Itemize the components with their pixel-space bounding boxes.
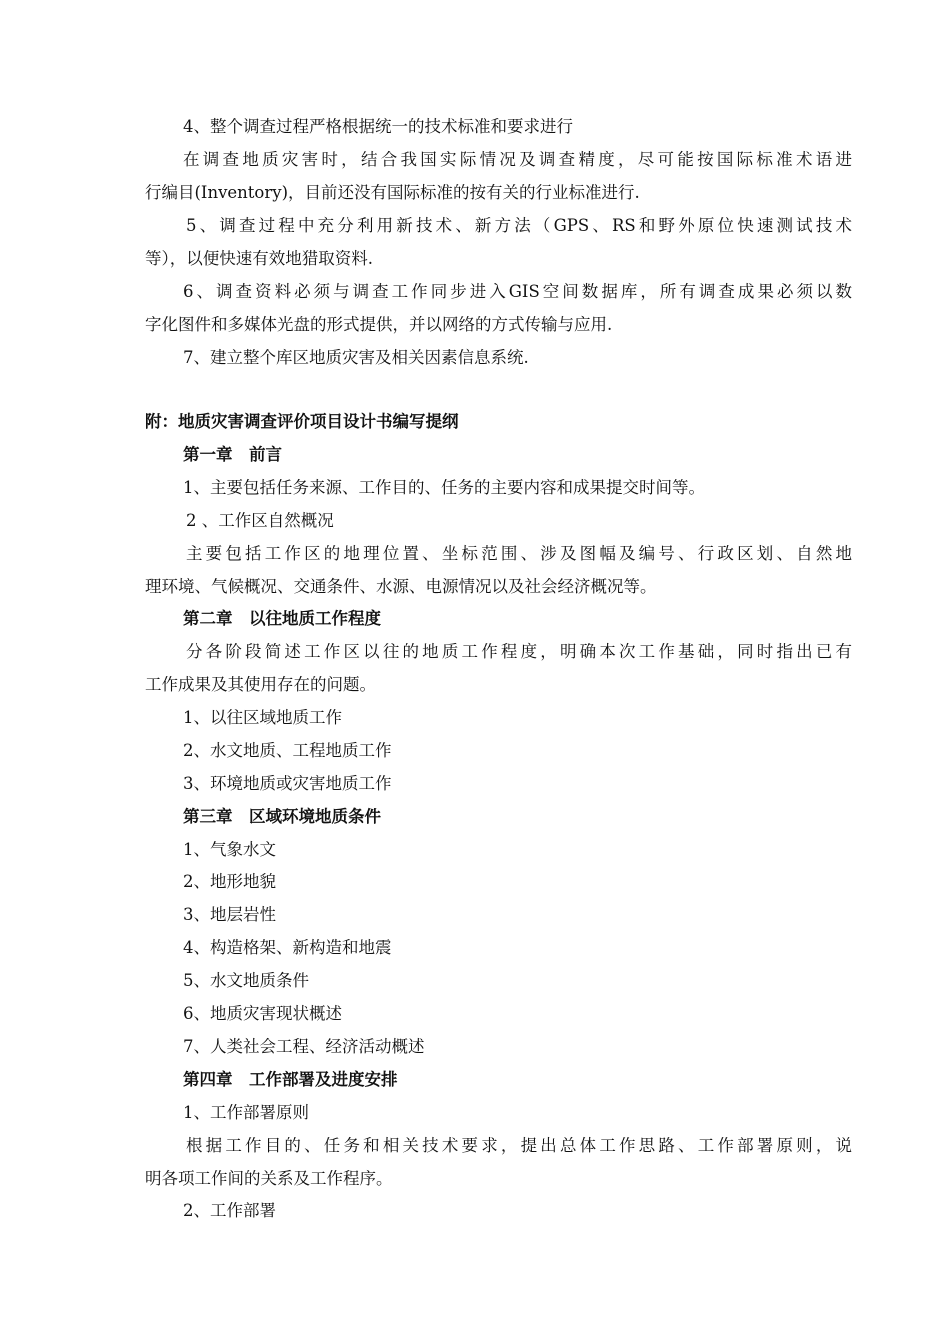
paragraph-line: 5、调查过程中充分利用新技术、新方法（GPS、RS和野外原位快速测试技术: [186, 216, 852, 235]
list-item: 2、水文地质、工程地质工作: [183, 741, 392, 760]
chapter-heading: 第二章 以往地质工作程度: [183, 609, 381, 628]
paragraph-line: 在调查地质灾害时，结合我国实际情况及调查精度，尽可能按国际标准术语进: [183, 150, 852, 169]
list-item: 3、环境地质或灾害地质工作: [183, 774, 392, 793]
list-item: 1、以往区域地质工作: [183, 708, 342, 727]
paragraph-line: 1、主要包括任务来源、工作目的、任务的主要内容和成果提交时间等。: [183, 478, 705, 497]
paragraph-line: 主要包括工作区的地理位置、坐标范围、涉及图幅及编号、行政区划、自然地: [186, 544, 852, 563]
paragraph-line: 行编目(Inventory)，目前还没有国际标准的按有关的行业标准进行.: [145, 183, 640, 202]
list-item: 1、工作部署原则: [183, 1103, 309, 1122]
appendix-title: 附：地质灾害调查评价项目设计书编写提纲: [145, 412, 459, 431]
list-item: 2、地形地貌: [183, 872, 276, 891]
paragraph-line: 工作成果及其使用存在的问题。: [145, 675, 376, 694]
chapter-heading: 第一章 前言: [183, 445, 282, 464]
paragraph-line: 6、调查资料必须与调查工作同步进入GIS空间数据库，所有调查成果必须以数: [183, 282, 852, 301]
paragraph-line: 字化图件和多媒体光盘的形式提供，并以网络的方式传输与应用.: [145, 315, 613, 334]
paragraph-line: 2 、工作区自然概况: [186, 511, 334, 530]
list-item: 5、水文地质条件: [183, 971, 309, 990]
chapter-heading: 第三章 区域环境地质条件: [183, 807, 381, 826]
list-item: 1、气象水文: [183, 840, 276, 859]
paragraph-line: 理环境、气候概况、交通条件、水源、电源情况以及社会经济概况等。: [145, 577, 657, 596]
paragraph-line: 等），以便快速有效地猎取资料.: [145, 249, 373, 268]
list-item: 4、构造格架、新构造和地震: [183, 938, 392, 957]
paragraph-line: 明各项工作间的关系及工作程序。: [145, 1169, 393, 1188]
chapter-heading: 第四章 工作部署及进度安排: [183, 1070, 398, 1089]
paragraph-line: 4、整个调查过程严格根据统一的技术标准和要求进行: [183, 117, 573, 136]
paragraph-line: 分各阶段简述工作区以往的地质工作程度，明确本次工作基础，同时指出已有: [186, 642, 852, 661]
paragraph-line: 7、建立整个库区地质灾害及相关因素信息系统.: [183, 348, 529, 367]
list-item: 7、人类社会工程、经济活动概述: [183, 1037, 425, 1056]
list-item: 3、地层岩性: [183, 905, 276, 924]
list-item: 6、地质灾害现状概述: [183, 1004, 342, 1023]
paragraph-line: 根据工作目的、任务和相关技术要求，提出总体工作思路、工作部署原则，说: [186, 1136, 852, 1155]
list-item: 2、工作部署: [183, 1201, 276, 1220]
